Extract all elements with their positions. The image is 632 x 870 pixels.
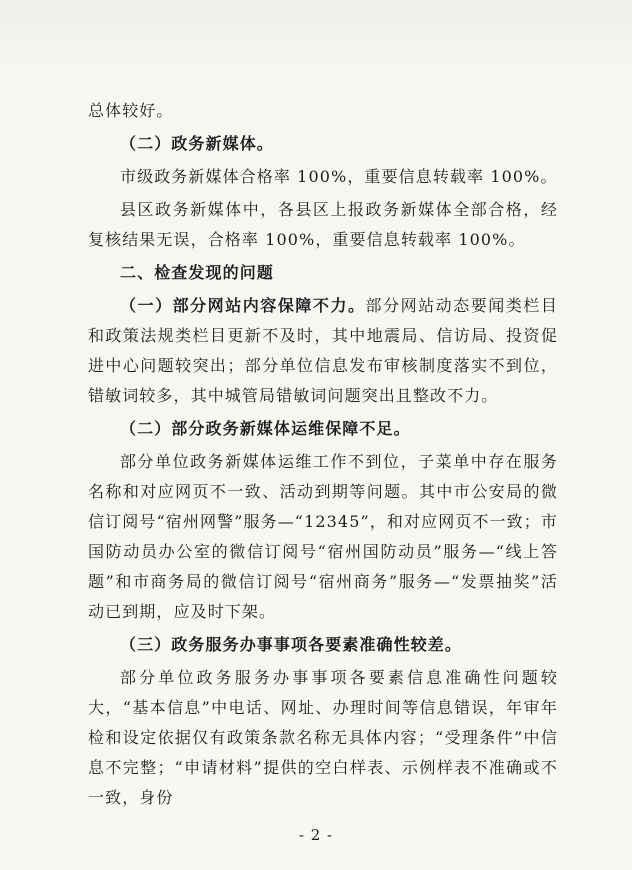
section-heading-problems: 二、检查发现的问题	[120, 263, 274, 282]
paragraph-county-new-media: 县区政务新媒体中，各县区上报政务新媒体全部合格，经复核结果无误，合格率 100%，重要信息转载率 100%。	[88, 200, 558, 249]
paragraph-website-details: 部分网站动态要闻类栏目和政策法规类栏目更新不及时，其中地震局、信访局、投资促进中心问题较突出；部分单位信息发布审核制度落实不到位，错敏词较多，其中城管局错敏词问题突出且整改不力。	[88, 296, 559, 405]
paragraph-website-issues	[88, 291, 558, 411]
paragraph-continuation: 总体较好。	[88, 101, 174, 120]
subheading-website-content: （一）部分网站内容保障不力。	[120, 296, 366, 315]
heading-new-media: （二）政务新媒体。	[120, 134, 274, 153]
heading-service-accuracy: （三）政务服务办事事项各要素准确性较差。	[120, 635, 463, 654]
heading-new-media-maintenance: （二）部分政务新媒体运维保障不足。	[120, 419, 411, 438]
page-number: - 2 -	[298, 826, 334, 844]
paragraph-city-new-media: 市级政务新媒体合格率 100%，重要信息转载率 100%。	[120, 167, 558, 186]
document-body	[88, 96, 558, 813]
paragraph-service-accuracy: 部分单位政务服务办事事项各要素信息准确性问题较大，“基本信息”中电话、网址、办理时间等信息错误，年审年检和设定依据仅有政策条款名称无具体内容；“受理条件”中信息不完整；“申请材料”提供的空白样表、示例样表不准确或不一致，身份	[88, 668, 558, 807]
paragraph-new-media-maintenance: 部分单位政务新媒体运维工作不到位，子菜单中存在服务名称和对应网页不一致、活动到期等问题。其中市公安局的微信订阅号“宿州网警”服务—“12345”，和对应网页不一致；市国防动员办公室的微信订阅号“宿州国防动员”服务—“线上答题”和市商务局的微信订阅号“宿州商务”服务—“发票抽奖”活动已到期，应及时下架。	[88, 452, 558, 621]
